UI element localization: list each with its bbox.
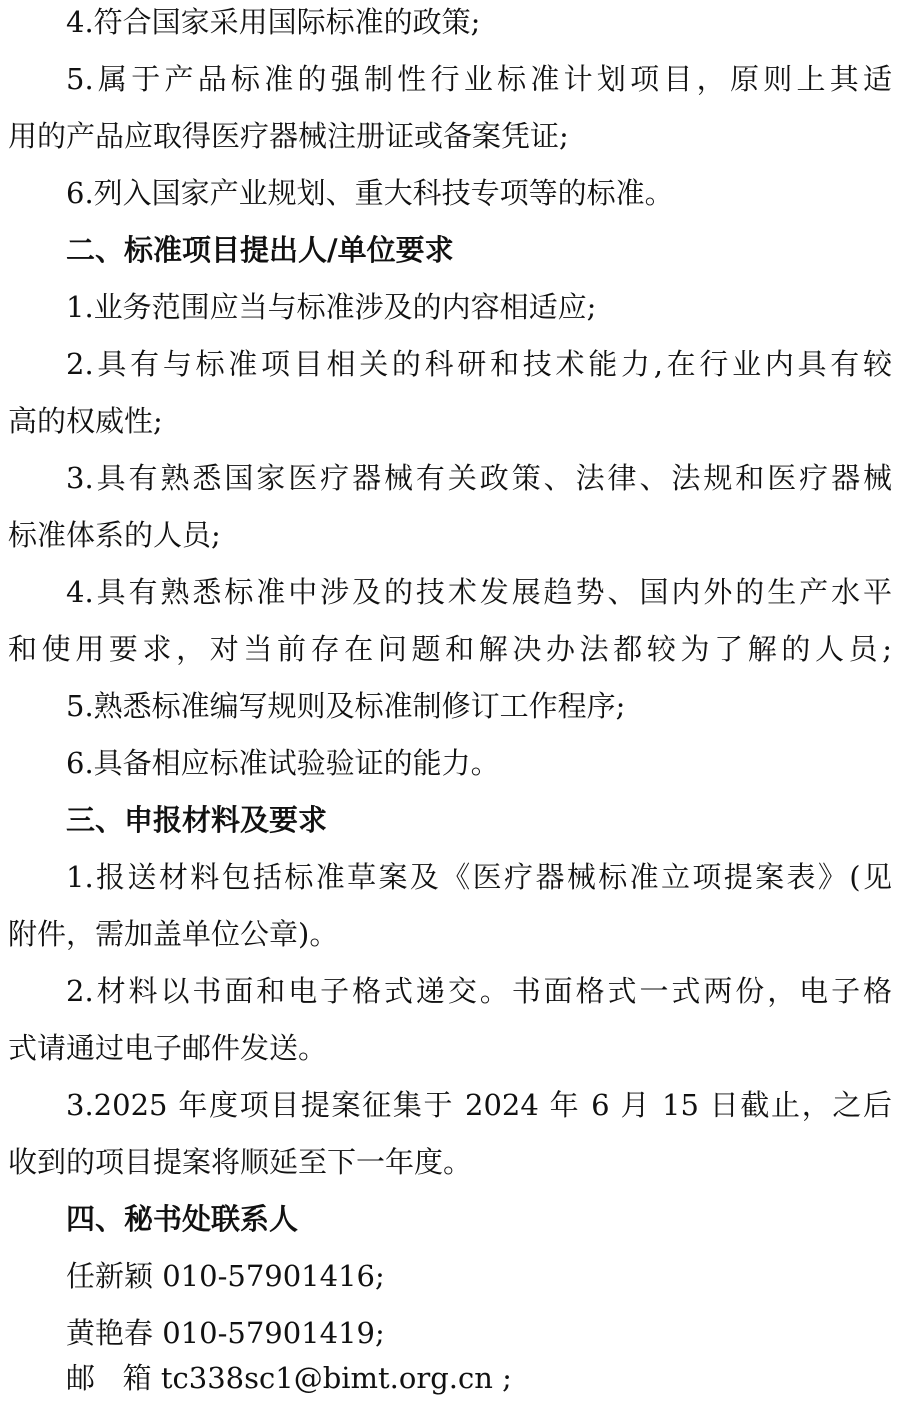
list-item-continuation: 用的产品应取得医疗器械注册证或备案凭证; <box>8 119 569 153</box>
list-item-continuation: 收到的项目提案将顺延至下一年度。 <box>8 1145 473 1179</box>
list-item-continuation: 高的权威性; <box>8 404 163 438</box>
list-item: 5.熟悉标准编写规则及标准制修订工作程序; <box>66 689 626 723</box>
section-heading: 三、申报材料及要求 <box>66 803 328 837</box>
list-item: 5.属于产品标准的强制性行业标准计划项目，原则上其适 <box>66 62 892 96</box>
list-item-continuation: 标准体系的人员; <box>8 518 221 552</box>
list-item: 6.列入国家产业规划、重大科技专项等的标准。 <box>66 176 674 210</box>
list-item: 2.具有与标准项目相关的科研和技术能力,在行业内具有较 <box>66 347 892 381</box>
contact-line: 任新颖 010-57901416; <box>66 1259 385 1293</box>
section-heading: 二、标准项目提出人/单位要求 <box>66 233 454 267</box>
section-heading: 四、秘书处联系人 <box>66 1202 299 1236</box>
list-item-continuation: 和使用要求，对当前存在问题和解决办法都较为了解的人员; <box>8 632 892 666</box>
list-item: 3.具有熟悉国家医疗器械有关政策、法律、法规和医疗器械 <box>66 461 892 495</box>
list-item: 1.报送材料包括标准草案及《医疗器械标准立项提案表》(见 <box>66 860 892 894</box>
list-item: 1.业务范围应当与标准涉及的内容相适应; <box>66 290 597 324</box>
list-item-continuation: 附件，需加盖单位公章)。 <box>8 917 339 951</box>
list-item: 4.符合国家采用国际标准的政策; <box>66 5 481 39</box>
contact-email-line: 邮 箱 tc338sc1@bimt.org.cn ; <box>66 1361 512 1395</box>
list-item-continuation: 式请通过电子邮件发送。 <box>8 1031 328 1065</box>
list-item: 4.具有熟悉标准中涉及的技术发展趋势、国内外的生产水平 <box>66 575 892 609</box>
list-item: 6.具备相应标准试验验证的能力。 <box>66 746 500 780</box>
list-item: 2.材料以书面和电子格式递交。书面格式一式两份，电子格 <box>66 974 892 1008</box>
list-item: 3.2025 年度项目提案征集于 2024 年 6 月 15 日截止，之后 <box>66 1088 892 1122</box>
contact-line: 黄艳春 010-57901419; <box>66 1316 385 1350</box>
